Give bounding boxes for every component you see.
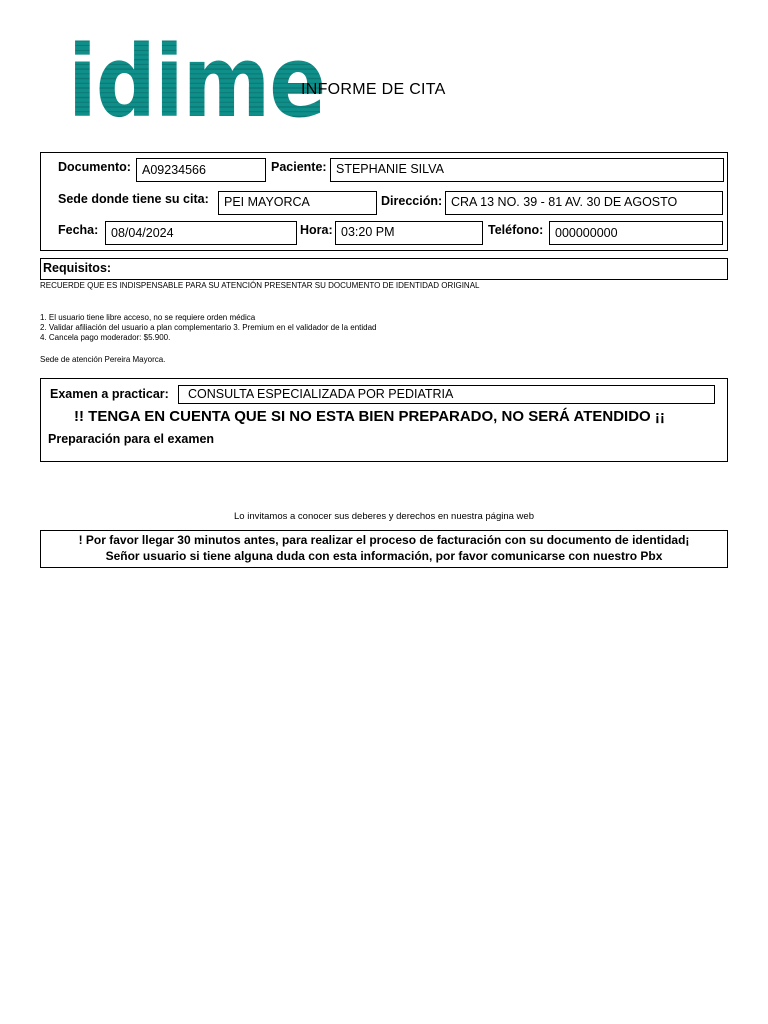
invite-text: Lo invitamos a conocer sus deberes y derechos en nuestra página web bbox=[234, 511, 534, 522]
recuerde-text: RECUERDE QUE ES INDISPENSABLE PARA SU ATENCIÓN PRESENTAR SU DOCUMENTO DE IDENTIDAD ORIGINAL bbox=[40, 281, 480, 290]
preparacion-label: Preparación para el examen bbox=[48, 432, 215, 446]
page-title: INFORME DE CITA bbox=[301, 81, 446, 98]
requisitos-list bbox=[40, 313, 377, 343]
idime-logo: idime bbox=[68, 23, 326, 140]
direccion-label: Dirección: bbox=[381, 194, 443, 208]
examen-label: Examen a practicar: bbox=[50, 387, 169, 401]
fecha-field: 08/04/2024 bbox=[105, 221, 297, 245]
sede-field: PEI MAYORCA bbox=[218, 191, 377, 215]
fecha-label: Fecha: bbox=[58, 223, 99, 237]
pbx-notice: Señor usuario si tiene alguna duda con esta información, por favor comunicarse con nuestro Pbx bbox=[105, 549, 663, 563]
telefono-label: Teléfono: bbox=[488, 223, 544, 237]
requisitos-box bbox=[40, 258, 728, 280]
requisitos-label: Requisitos: bbox=[43, 261, 112, 275]
hora-field: 03:20 PM bbox=[335, 221, 483, 245]
preparation-warning: !! TENGA EN CUENTA QUE SI NO ESTA BIEN PREPARADO, NO SERÁ ATENDIDO ¡¡ bbox=[74, 408, 665, 425]
paciente-field: STEPHANIE SILVA bbox=[330, 158, 724, 182]
hora-label: Hora: bbox=[300, 223, 333, 237]
requisito-item: 4. Cancela pago moderador: $5.900. bbox=[40, 333, 171, 342]
arrival-notice: ! Por favor llegar 30 minutos antes, para realizar el proceso de facturación con su documento de identidad¡ bbox=[78, 533, 690, 547]
sede-atencion-text: Sede de atención Pereira Mayorca. bbox=[40, 355, 166, 364]
requisito-item: 1. El usuario tiene libre acceso, no se requiere orden médica bbox=[40, 313, 256, 322]
examen-field: CONSULTA ESPECIALIZADA POR PEDIATRIA bbox=[178, 385, 715, 404]
documento-field: A09234566 bbox=[136, 158, 266, 182]
sede-label: Sede donde tiene su cita: bbox=[58, 192, 209, 206]
telefono-field: 000000000 bbox=[549, 221, 723, 245]
requisito-item: 2. Validar afiliación del usuario a plan complementario 3. Premium en el validador de la entidad bbox=[40, 323, 377, 332]
direccion-field: CRA 13 NO. 39 - 81 AV. 30 DE AGOSTO bbox=[445, 191, 723, 215]
paciente-label: Paciente: bbox=[271, 160, 327, 174]
documento-label: Documento: bbox=[58, 160, 131, 174]
